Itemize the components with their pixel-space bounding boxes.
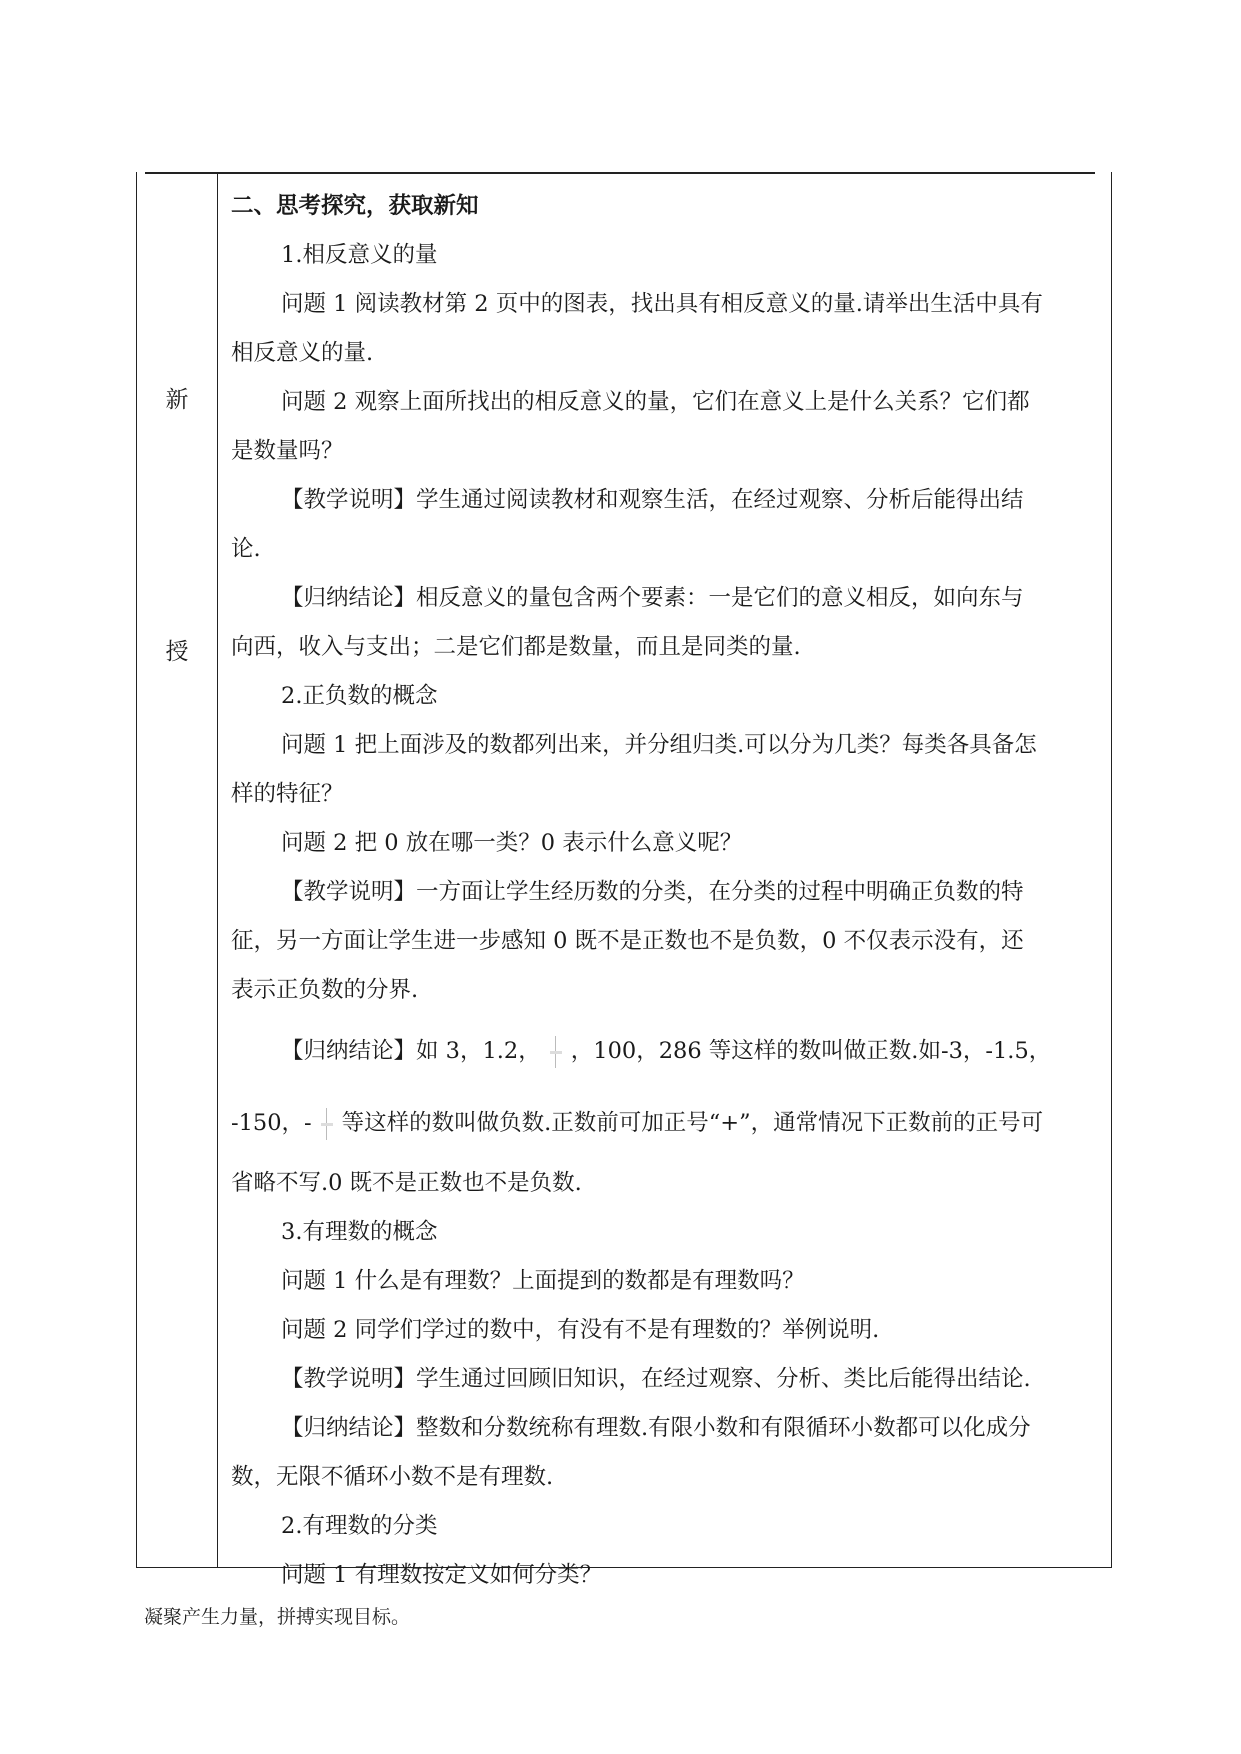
question-text: 样的特征？ bbox=[231, 781, 344, 807]
teaching-note: 论. bbox=[231, 536, 261, 562]
conclusion-text: 【归纳结论】整数和分数统称有理数.有限小数和有限循环小数都可以化成分 bbox=[281, 1415, 1031, 1441]
question-text: 问题 2 把 0 放在哪一类？0 表示什么意义呢？ bbox=[281, 830, 743, 856]
question-text: 问题 1 把上面涉及的数都列出来，并分组归类.可以分为几类？每类各具备怎 bbox=[281, 732, 1037, 758]
question-text: 相反意义的量. bbox=[231, 340, 374, 366]
teaching-note: 表示正负数的分界. bbox=[231, 977, 419, 1003]
conclusion-text bbox=[231, 1015, 1101, 1087]
conclusion-text: 数，无限不循环小数不是有理数. bbox=[231, 1464, 554, 1490]
question-text: 问题 1 阅读教材第 2 页中的图表，找出具有相反意义的量.请举出生活中具有 bbox=[281, 291, 1043, 317]
conclusion-text: 向西，收入与支出；二是它们都是数量，而且是同类的量. bbox=[231, 634, 801, 660]
fraction-image bbox=[318, 1104, 336, 1144]
column-divider bbox=[217, 172, 218, 1567]
fraction-image bbox=[547, 1032, 565, 1072]
teaching-note: 征，另一方面让学生进一步感知 0 既不是正数也不是负数，0 不仅表示没有，还 bbox=[231, 928, 1024, 954]
subsection-title: 3.有理数的概念 bbox=[281, 1219, 438, 1245]
teaching-note: 【教学说明】一方面让学生经历数的分类，在分类的过程中明确正负数的特 bbox=[281, 879, 1024, 905]
question-text: 问题 1 什么是有理数？上面提到的数都是有理数吗？ bbox=[281, 1268, 805, 1294]
side-label-shou: 授 bbox=[165, 639, 189, 665]
conclusion-text: 【归纳结论】相反意义的量包含两个要素：一是它们的意义相反，如向东与 bbox=[281, 585, 1024, 611]
teaching-note: 【教学说明】学生通过回顾旧知识，在经过观察、分析、类比后能得出结论. bbox=[281, 1366, 1031, 1392]
conclusion-segment: 【归纳结论】如 3，1.2， bbox=[281, 1038, 541, 1064]
teaching-note: 【教学说明】学生通过阅读教材和观察生活，在经过观察、分析后能得出结 bbox=[281, 487, 1024, 513]
subsection-title: 2.正负数的概念 bbox=[281, 683, 438, 709]
question-text: 是数量吗？ bbox=[231, 438, 344, 464]
conclusion-segment: ，100，286 等这样的数叫做正数.如-3，-1.5， bbox=[570, 1038, 1052, 1064]
page-footer: 凝聚产生力量，拼搏实现目标。 bbox=[144, 1606, 411, 1628]
question-text: 问题 1 有理数按定义如何分类？ bbox=[281, 1562, 603, 1588]
question-text: 问题 2 观察上面所找出的相反意义的量，它们在意义上是什么关系？它们都 bbox=[281, 389, 1030, 415]
conclusion-text: 省略不写.0 既不是正数也不是负数. bbox=[231, 1170, 582, 1196]
conclusion-text bbox=[231, 1087, 1101, 1159]
lesson-table bbox=[136, 172, 1112, 1588]
side-label-xin: 新 bbox=[165, 387, 189, 413]
lesson-content bbox=[231, 182, 1101, 1600]
section-heading: 二、思考探究，获取新知 bbox=[231, 193, 479, 219]
subsection-title: 1.相反意义的量 bbox=[281, 242, 438, 268]
conclusion-segment: 等这样的数叫做负数.正数前可加正号“+”，通常情况下正数前的正号可 bbox=[341, 1110, 1044, 1136]
conclusion-segment: -150，- bbox=[231, 1110, 312, 1136]
question-text: 问题 2 同学们学过的数中，有没有不是有理数的？举例说明. bbox=[281, 1317, 880, 1343]
subsection-title: 2.有理数的分类 bbox=[281, 1513, 438, 1539]
